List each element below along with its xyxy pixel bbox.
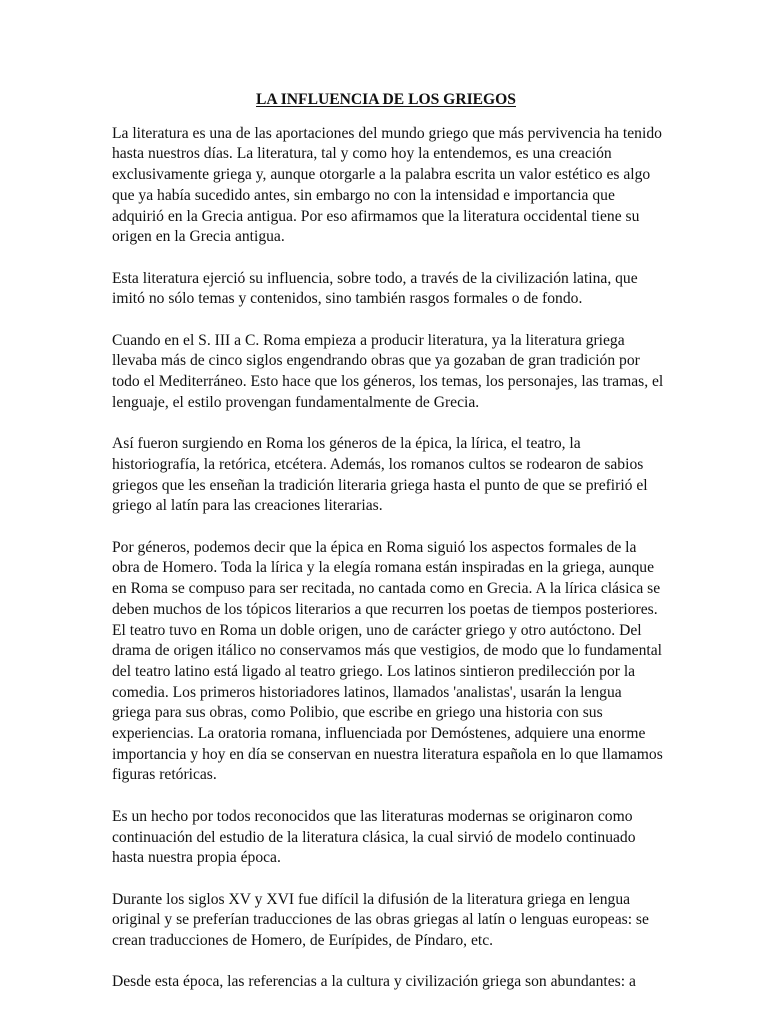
paragraph-line: origen en la Grecia antigua. [112,228,285,246]
paragraph-line: Por géneros, podemos decir que la épica en Roma siguió los aspectos formales de la [112,538,637,556]
paragraph-line: Así fueron surgiendo en Roma los géneros de la épica, la lírica, el teatro, la [112,435,581,453]
paragraph-line: crean traducciones de Homero, de Eurípides, de Píndaro, etc. [112,932,494,950]
paragraph-line: El teatro tuvo en Roma un doble origen, uno de carácter griego y otro autóctono. Del [112,621,642,639]
paragraph-line: Es un hecho por todos reconocidos que las literaturas modernas se originaron como [112,807,633,825]
paragraph-line: hasta nuestros días. La literatura, tal y como hoy la entendemos, es una creación [112,145,612,163]
paragraph-line: importancia y hoy en día se conservan en nuestra literatura española en lo que llamamos [112,745,663,763]
paragraph [112,890,660,952]
paragraph-line: La literatura es una de las aportaciones del mundo griego que más pervivencia ha tenido [112,124,662,142]
paragraph-line: griego al latín para las creaciones literarias. [112,497,383,515]
paragraph-line: deben muchos de los tópicos literarios a que recurren los poetas de tiempos posteriores. [112,600,658,618]
paragraph [112,331,664,414]
paragraph-line: griega para sus obras, como Polibio, que escribe en griego una historia con sus [112,704,603,722]
paragraph-line: drama de origen itálico no conservamos más que vestigios, de modo que lo fundamental [112,642,662,660]
paragraph-line: imitó no sólo temas y contenidos, sino también rasgos formales o de fondo. [112,290,583,308]
document-body [112,90,664,1014]
paragraph-line: Esta literatura ejerció su influencia, sobre todo, a través de la civilización latina, que [112,269,638,287]
paragraph-line: lenguaje, el estilo provengan fundamentalmente de Grecia. [112,393,480,411]
paragraph [112,538,663,786]
paragraph-line: experiencias. La oratoria romana, influenciada por Demóstenes, adquiere una enorme [112,725,646,743]
paragraph [112,807,660,869]
paragraph-line: griegos que les enseñan la tradición literaria griega hasta el punto de que se prefirió el [112,476,648,494]
paragraph-line: Durante los siglos XV y XVI fue difícil la difusión de la literatura griega en lengua [112,890,631,908]
paragraph-line: Desde esta época, las referencias a la cultura y civilización griega son abundantes: a [112,973,636,991]
paragraph-line: llevaba más de cinco siglos engendrando obras que ya gozaban de gran tradición por [112,352,640,370]
paragraph-line: continuación del estudio de la literatura clásica, la cual sirvió de modelo continuado [112,828,636,846]
paragraph-line: obra de Homero. Toda la lírica y la elegía romana están inspiradas en la griega, aunque [112,559,655,577]
paragraph-line: en Roma se compuso para ser recitada, no cantada como en Grecia. A la lírica clásica se [112,580,661,598]
document-title: LA INFLUENCIA DE LOS GRIEGOS [256,91,516,108]
paragraph-line: que ya había sucedido antes, sin embargo no con la intensidad e importancia que [112,186,615,204]
paragraph [112,972,660,993]
paragraph-line: historiografía, la retórica, etcétera. Además, los romanos cultos se rodearon de sabios [112,455,644,473]
paragraph-line: figuras retóricas. [112,766,217,784]
paragraph [112,269,660,310]
paragraph-line: adquirió en la Grecia antigua. Por eso afirmamos que la literatura occidental tiene su [112,207,640,225]
paragraph-line: del teatro latino está ligado al teatro griego. Los latinos sintieron predilección por la [112,662,636,680]
paragraph-line: todo el Mediterráneo. Esto hace que los géneros, los temas, los personajes, las tramas, el [112,373,664,391]
paragraph-line: exclusivamente griega y, aunque otorgarle a la palabra escrita un valor estético es algo [112,166,651,184]
paragraph [112,124,660,248]
paragraph [112,434,660,517]
paragraph-container [112,124,664,993]
paragraph-line: original y se preferían traducciones de las obras griegas al latín o lenguas europeas: se [112,911,649,929]
paragraph-line: hasta nuestra propia época. [112,849,281,867]
paragraph-line: Cuando en el S. III a C. Roma empieza a producir literatura, ya la literatura griega [112,331,625,349]
paragraph-line: comedia. Los primeros historiadores latinos, llamados 'analistas', usarán la lengua [112,683,622,701]
